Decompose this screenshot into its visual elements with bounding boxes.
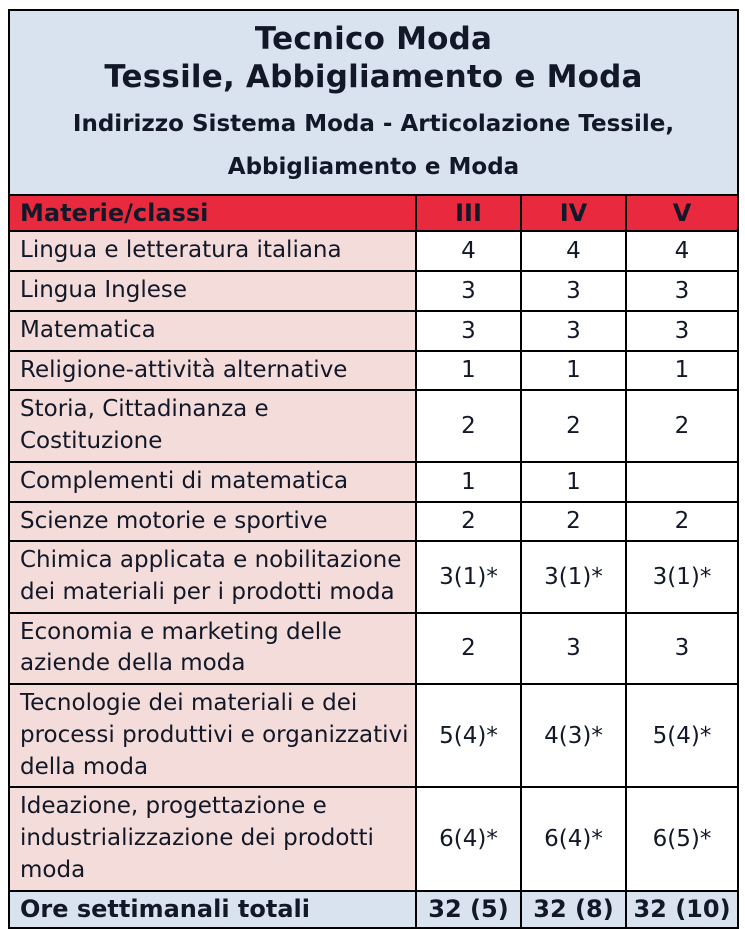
subject-cell: Lingua Inglese — [9, 271, 416, 311]
value-cell-iii: 2 — [416, 390, 521, 461]
document-header-row — [9, 10, 738, 195]
subject-cell: Economia e marketing delle aziende della moda — [9, 613, 416, 684]
totals-value-v: 32 (10) — [626, 891, 738, 928]
table-row — [9, 462, 738, 502]
column-header-v: V — [626, 195, 738, 231]
value-cell-iv: 3 — [521, 613, 626, 684]
value-cell-iii: 1 — [416, 462, 521, 502]
totals-row — [9, 891, 738, 928]
totals-value-iii: 32 (5) — [416, 891, 521, 928]
value-cell-iii: 2 — [416, 613, 521, 684]
value-cell-iii: 3 — [416, 271, 521, 311]
value-cell-v — [626, 462, 738, 502]
value-cell-v: 2 — [626, 390, 738, 461]
table-row — [9, 311, 738, 351]
value-cell-iv: 2 — [521, 502, 626, 542]
subject-cell: Complementi di matematica — [9, 462, 416, 502]
value-cell-iv: 3 — [521, 271, 626, 311]
table-row — [9, 502, 738, 542]
value-cell-iii: 5(4)* — [416, 684, 521, 787]
value-cell-v: 3 — [626, 271, 738, 311]
table-row — [9, 613, 738, 684]
value-cell-iv: 1 — [521, 351, 626, 391]
table-row — [9, 684, 738, 787]
table-row — [9, 351, 738, 391]
value-cell-iv: 3(1)* — [521, 541, 626, 612]
table-row — [9, 271, 738, 311]
value-cell-iii: 4 — [416, 231, 521, 271]
page-subtitle-line1: Indirizzo Sistema Moda - Articolazione Tessile, — [72, 110, 675, 137]
subject-cell: Tecnologie dei materiali e dei processi produttivi e organizzativi della moda — [9, 684, 416, 787]
column-header-materie-classi: Materie/classi — [9, 195, 416, 231]
document-header — [9, 10, 738, 195]
table-row — [9, 787, 738, 890]
value-cell-iii: 1 — [416, 351, 521, 391]
page-title-line1: Tecnico Moda — [254, 21, 493, 57]
value-cell-iv: 1 — [521, 462, 626, 502]
value-cell-iii: 3 — [416, 311, 521, 351]
value-cell-iv: 3 — [521, 311, 626, 351]
subject-cell: Ideazione, progettazione e industrializzazione dei prodotti moda — [9, 787, 416, 890]
curriculum-table — [8, 9, 739, 929]
subject-cell: Matematica — [9, 311, 416, 351]
value-cell-iii: 6(4)* — [416, 787, 521, 890]
value-cell-iv: 4(3)* — [521, 684, 626, 787]
value-cell-iv: 2 — [521, 390, 626, 461]
value-cell-v: 3 — [626, 613, 738, 684]
totals-value-iv: 32 (8) — [521, 891, 626, 928]
subject-cell: Storia, Cittadinanza e Costituzione — [9, 390, 416, 461]
subject-cell: Lingua e letteratura italiana — [9, 231, 416, 271]
value-cell-iii: 2 — [416, 502, 521, 542]
value-cell-iv: 6(4)* — [521, 787, 626, 890]
subject-cell: Chimica applicata e nobilitazione dei materiali per i prodotti moda — [9, 541, 416, 612]
value-cell-v: 5(4)* — [626, 684, 738, 787]
value-cell-iv: 4 — [521, 231, 626, 271]
value-cell-v: 2 — [626, 502, 738, 542]
table-row — [9, 231, 738, 271]
page-title-line2: Tessile, Abbigliamento e Moda — [104, 58, 643, 95]
value-cell-v: 1 — [626, 351, 738, 391]
column-header-row — [9, 195, 738, 231]
value-cell-iii: 3(1)* — [416, 541, 521, 612]
subject-cell: Religione-attività alternative — [9, 351, 416, 391]
table-row — [9, 390, 738, 461]
totals-label: Ore settimanali totali — [9, 891, 416, 928]
table-row — [9, 541, 738, 612]
page-subtitle-line2: Abbigliamento e Moda — [227, 153, 520, 180]
column-header-iii: III — [416, 195, 521, 231]
subject-cell: Scienze motorie e sportive — [9, 502, 416, 542]
value-cell-v: 4 — [626, 231, 738, 271]
value-cell-v: 3(1)* — [626, 541, 738, 612]
value-cell-v: 6(5)* — [626, 787, 738, 890]
value-cell-v: 3 — [626, 311, 738, 351]
column-header-iv: IV — [521, 195, 626, 231]
